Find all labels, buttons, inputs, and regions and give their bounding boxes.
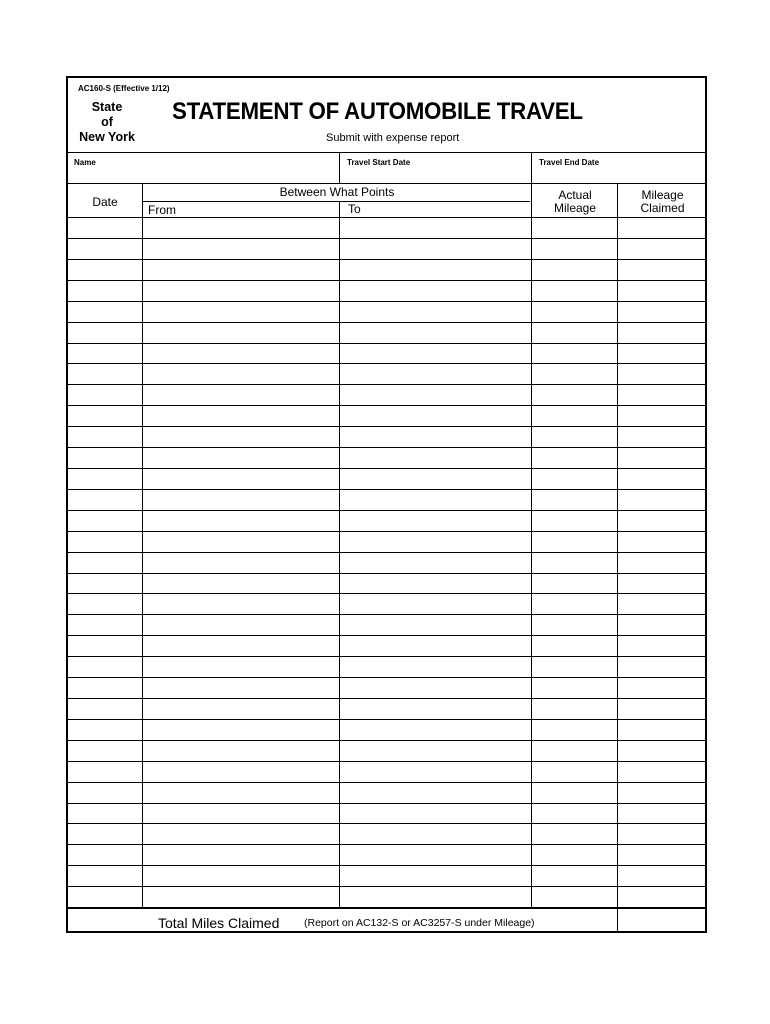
date-cell[interactable]	[68, 783, 142, 803]
actual-mileage-line-1: Actual	[558, 188, 592, 202]
state-line-2: of	[101, 115, 113, 129]
actual-mileage-cell[interactable]	[532, 553, 617, 573]
date-cell[interactable]	[68, 699, 142, 719]
mileage-claimed-cell[interactable]	[618, 804, 707, 824]
date-cell[interactable]	[68, 532, 142, 552]
from-cell[interactable]	[143, 302, 339, 322]
page-subtitle: Submit with expense report	[326, 132, 460, 144]
date-cell[interactable]	[68, 260, 142, 280]
from-cell[interactable]	[143, 218, 339, 238]
date-cell[interactable]	[68, 448, 142, 468]
to-cell[interactable]	[340, 260, 531, 280]
to-cell[interactable]	[340, 469, 531, 489]
from-cell[interactable]	[143, 720, 339, 740]
from-cell[interactable]	[143, 344, 339, 364]
form-code: AC160-S (Effective 1/12)	[78, 84, 170, 93]
date-cell[interactable]	[68, 720, 142, 740]
mileage-claimed-cell[interactable]	[618, 845, 707, 865]
date-cell[interactable]	[68, 824, 142, 844]
actual-mileage-cell[interactable]	[532, 490, 617, 510]
date-cell[interactable]	[68, 344, 142, 364]
from-cell[interactable]	[143, 594, 339, 614]
to-cell[interactable]	[340, 845, 531, 865]
date-cell[interactable]	[68, 574, 142, 594]
date-cell[interactable]	[68, 364, 142, 384]
to-cell[interactable]	[340, 323, 531, 343]
date-cell[interactable]	[68, 866, 142, 886]
date-cell[interactable]	[68, 636, 142, 656]
from-cell[interactable]	[143, 783, 339, 803]
travel-end-date-label: Travel End Date	[539, 158, 600, 167]
mileage-claimed-cell[interactable]	[618, 448, 707, 468]
from-cell[interactable]	[143, 741, 339, 761]
mileage-claimed-cell[interactable]	[618, 594, 707, 614]
actual-mileage-cell[interactable]	[532, 260, 617, 280]
date-cell[interactable]	[68, 594, 142, 614]
date-cell[interactable]	[68, 741, 142, 761]
actual-mileage-cell[interactable]	[532, 678, 617, 698]
actual-mileage-cell[interactable]	[532, 323, 617, 343]
to-cell[interactable]	[340, 636, 531, 656]
to-cell[interactable]	[340, 594, 531, 614]
to-cell[interactable]	[340, 574, 531, 594]
from-cell[interactable]	[143, 887, 339, 907]
actual-mileage-cell[interactable]	[532, 866, 617, 886]
mileage-claimed-cell[interactable]	[618, 469, 707, 489]
from-cell[interactable]	[143, 824, 339, 844]
mileage-claimed-cell[interactable]	[618, 824, 707, 844]
to-cell[interactable]	[340, 657, 531, 677]
actual-mileage-cell[interactable]	[532, 615, 617, 635]
date-cell[interactable]	[68, 323, 142, 343]
from-cell[interactable]	[143, 845, 339, 865]
to-cell[interactable]	[340, 720, 531, 740]
from-cell[interactable]	[143, 323, 339, 343]
mileage-claimed-header	[618, 189, 707, 215]
mileage-claimed-cell[interactable]	[618, 323, 707, 343]
date-cell[interactable]	[68, 887, 142, 907]
date-cell[interactable]	[68, 427, 142, 447]
from-cell[interactable]	[143, 448, 339, 468]
travel-end-date-field[interactable]	[532, 152, 707, 183]
mileage-claimed-cell[interactable]	[618, 866, 707, 886]
mileage-claimed-cell[interactable]	[618, 364, 707, 384]
from-cell[interactable]	[143, 511, 339, 531]
to-cell[interactable]	[340, 239, 531, 259]
travel-start-date-label: Travel Start Date	[347, 158, 411, 167]
to-cell[interactable]	[340, 699, 531, 719]
actual-mileage-cell[interactable]	[532, 636, 617, 656]
mileage-claimed-cell[interactable]	[618, 699, 707, 719]
mileage-claimed-cell[interactable]	[618, 532, 707, 552]
mileage-claimed-cell[interactable]	[618, 783, 707, 803]
actual-mileage-cell[interactable]	[532, 448, 617, 468]
to-cell[interactable]	[340, 741, 531, 761]
to-cell[interactable]	[340, 448, 531, 468]
actual-mileage-cell[interactable]	[532, 218, 617, 238]
actual-mileage-cell[interactable]	[532, 532, 617, 552]
actual-mileage-cell[interactable]	[532, 364, 617, 384]
actual-mileage-cell[interactable]	[532, 699, 617, 719]
state-line-3: New York	[79, 130, 135, 144]
to-cell[interactable]	[340, 490, 531, 510]
to-cell[interactable]	[340, 553, 531, 573]
mileage-claimed-cell[interactable]	[618, 762, 707, 782]
actual-mileage-cell[interactable]	[532, 762, 617, 782]
date-cell[interactable]	[68, 845, 142, 865]
from-cell[interactable]	[143, 281, 339, 301]
from-cell[interactable]	[143, 699, 339, 719]
date-cell[interactable]	[68, 804, 142, 824]
to-cell[interactable]	[340, 762, 531, 782]
mileage-claimed-cell[interactable]	[618, 678, 707, 698]
actual-mileage-cell[interactable]	[532, 385, 617, 405]
from-cell[interactable]	[143, 406, 339, 426]
actual-mileage-cell[interactable]	[532, 824, 617, 844]
from-cell[interactable]	[143, 574, 339, 594]
from-cell[interactable]	[143, 615, 339, 635]
to-cell[interactable]	[340, 866, 531, 886]
from-cell[interactable]	[143, 678, 339, 698]
from-cell[interactable]	[143, 636, 339, 656]
to-cell[interactable]	[340, 783, 531, 803]
actual-mileage-header	[532, 189, 618, 215]
name-field[interactable]	[68, 152, 339, 183]
from-cell[interactable]	[143, 239, 339, 259]
mileage-claimed-cell[interactable]	[618, 574, 707, 594]
from-cell[interactable]	[143, 553, 339, 573]
actual-mileage-cell[interactable]	[532, 720, 617, 740]
mileage-claimed-cell[interactable]	[618, 615, 707, 635]
actual-mileage-cell[interactable]	[532, 511, 617, 531]
total-miles-label: Total Miles Claimed	[158, 915, 280, 931]
to-cell[interactable]	[340, 385, 531, 405]
mileage-claimed-cell[interactable]	[618, 887, 707, 907]
to-cell[interactable]	[340, 302, 531, 322]
mileage-claimed-cell[interactable]	[618, 636, 707, 656]
from-cell[interactable]	[143, 260, 339, 280]
date-cell[interactable]	[68, 678, 142, 698]
actual-mileage-cell[interactable]	[532, 741, 617, 761]
to-cell[interactable]	[340, 678, 531, 698]
actual-mileage-cell[interactable]	[532, 281, 617, 301]
mileage-claimed-line-2: Claimed	[640, 201, 685, 215]
actual-mileage-cell[interactable]	[532, 887, 617, 907]
actual-mileage-cell[interactable]	[532, 427, 617, 447]
mileage-claimed-cell[interactable]	[618, 302, 707, 322]
state-line-1: State	[91, 100, 123, 114]
to-header: To	[348, 202, 361, 216]
actual-mileage-cell[interactable]	[532, 344, 617, 364]
to-cell[interactable]	[340, 406, 531, 426]
between-header-underline	[142, 201, 530, 202]
header-divider-bottom	[68, 183, 705, 184]
actual-mileage-cell[interactable]	[532, 239, 617, 259]
to-cell[interactable]	[340, 615, 531, 635]
total-divider	[68, 907, 705, 909]
mileage-claimed-cell[interactable]	[618, 385, 707, 405]
total-miles-note: (Report on AC132-S or AC3257-S under Mileage)	[304, 917, 535, 929]
to-cell[interactable]	[340, 281, 531, 301]
actual-mileage-cell[interactable]	[532, 594, 617, 614]
page-title: STATEMENT OF AUTOMOBILE TRAVEL	[172, 98, 583, 125]
from-cell[interactable]	[143, 364, 339, 384]
date-cell[interactable]	[68, 657, 142, 677]
date-cell[interactable]	[68, 218, 142, 238]
from-cell[interactable]	[143, 469, 339, 489]
mileage-claimed-cell[interactable]	[618, 427, 707, 447]
mileage-claimed-line-1: Mileage	[641, 188, 684, 202]
travel-start-date-field[interactable]	[340, 152, 531, 183]
state-of-new-york	[68, 100, 146, 145]
to-cell[interactable]	[340, 364, 531, 384]
from-header: From	[148, 203, 176, 217]
from-cell[interactable]	[143, 866, 339, 886]
mileage-claimed-cell[interactable]	[618, 511, 707, 531]
mileage-claimed-cell[interactable]	[618, 553, 707, 573]
date-header: Date	[92, 195, 118, 209]
mileage-claimed-cell[interactable]	[618, 490, 707, 510]
mileage-claimed-cell[interactable]	[618, 657, 707, 677]
actual-mileage-cell[interactable]	[532, 657, 617, 677]
actual-mileage-cell[interactable]	[532, 574, 617, 594]
automobile-travel-form	[66, 76, 707, 933]
actual-mileage-cell[interactable]	[532, 845, 617, 865]
from-cell[interactable]	[143, 532, 339, 552]
to-cell[interactable]	[340, 511, 531, 531]
from-cell[interactable]	[143, 385, 339, 405]
date-cell[interactable]	[68, 239, 142, 259]
date-cell[interactable]	[68, 511, 142, 531]
date-cell[interactable]	[68, 615, 142, 635]
date-cell[interactable]	[68, 553, 142, 573]
to-cell[interactable]	[340, 344, 531, 364]
actual-mileage-cell[interactable]	[532, 406, 617, 426]
actual-mileage-cell[interactable]	[532, 302, 617, 322]
actual-mileage-line-2: Mileage	[553, 201, 597, 215]
from-cell[interactable]	[143, 804, 339, 824]
to-cell[interactable]	[340, 887, 531, 907]
mileage-claimed-cell[interactable]	[618, 406, 707, 426]
to-cell[interactable]	[340, 532, 531, 552]
from-cell[interactable]	[143, 657, 339, 677]
mileage-claimed-cell[interactable]	[618, 344, 707, 364]
date-cell[interactable]	[68, 469, 142, 489]
mileage-claimed-cell[interactable]	[618, 218, 707, 238]
total-miles-field[interactable]	[618, 909, 707, 933]
date-cell[interactable]	[68, 385, 142, 405]
date-cell[interactable]	[68, 762, 142, 782]
mileage-claimed-cell[interactable]	[618, 260, 707, 280]
to-cell[interactable]	[340, 804, 531, 824]
date-cell[interactable]	[68, 490, 142, 510]
date-cell[interactable]	[68, 406, 142, 426]
between-points-header: Between What Points	[279, 185, 395, 199]
actual-mileage-cell[interactable]	[532, 804, 617, 824]
mileage-claimed-cell[interactable]	[618, 741, 707, 761]
to-cell[interactable]	[340, 427, 531, 447]
from-cell[interactable]	[143, 490, 339, 510]
mileage-claimed-cell[interactable]	[618, 239, 707, 259]
to-cell[interactable]	[340, 218, 531, 238]
name-label: Name	[74, 158, 96, 167]
actual-mileage-cell[interactable]	[532, 783, 617, 803]
date-cell[interactable]	[68, 302, 142, 322]
from-cell[interactable]	[143, 427, 339, 447]
mileage-claimed-cell[interactable]	[618, 281, 707, 301]
mileage-claimed-cell[interactable]	[618, 720, 707, 740]
date-cell[interactable]	[68, 281, 142, 301]
to-cell[interactable]	[340, 824, 531, 844]
actual-mileage-cell[interactable]	[532, 469, 617, 489]
from-cell[interactable]	[143, 762, 339, 782]
